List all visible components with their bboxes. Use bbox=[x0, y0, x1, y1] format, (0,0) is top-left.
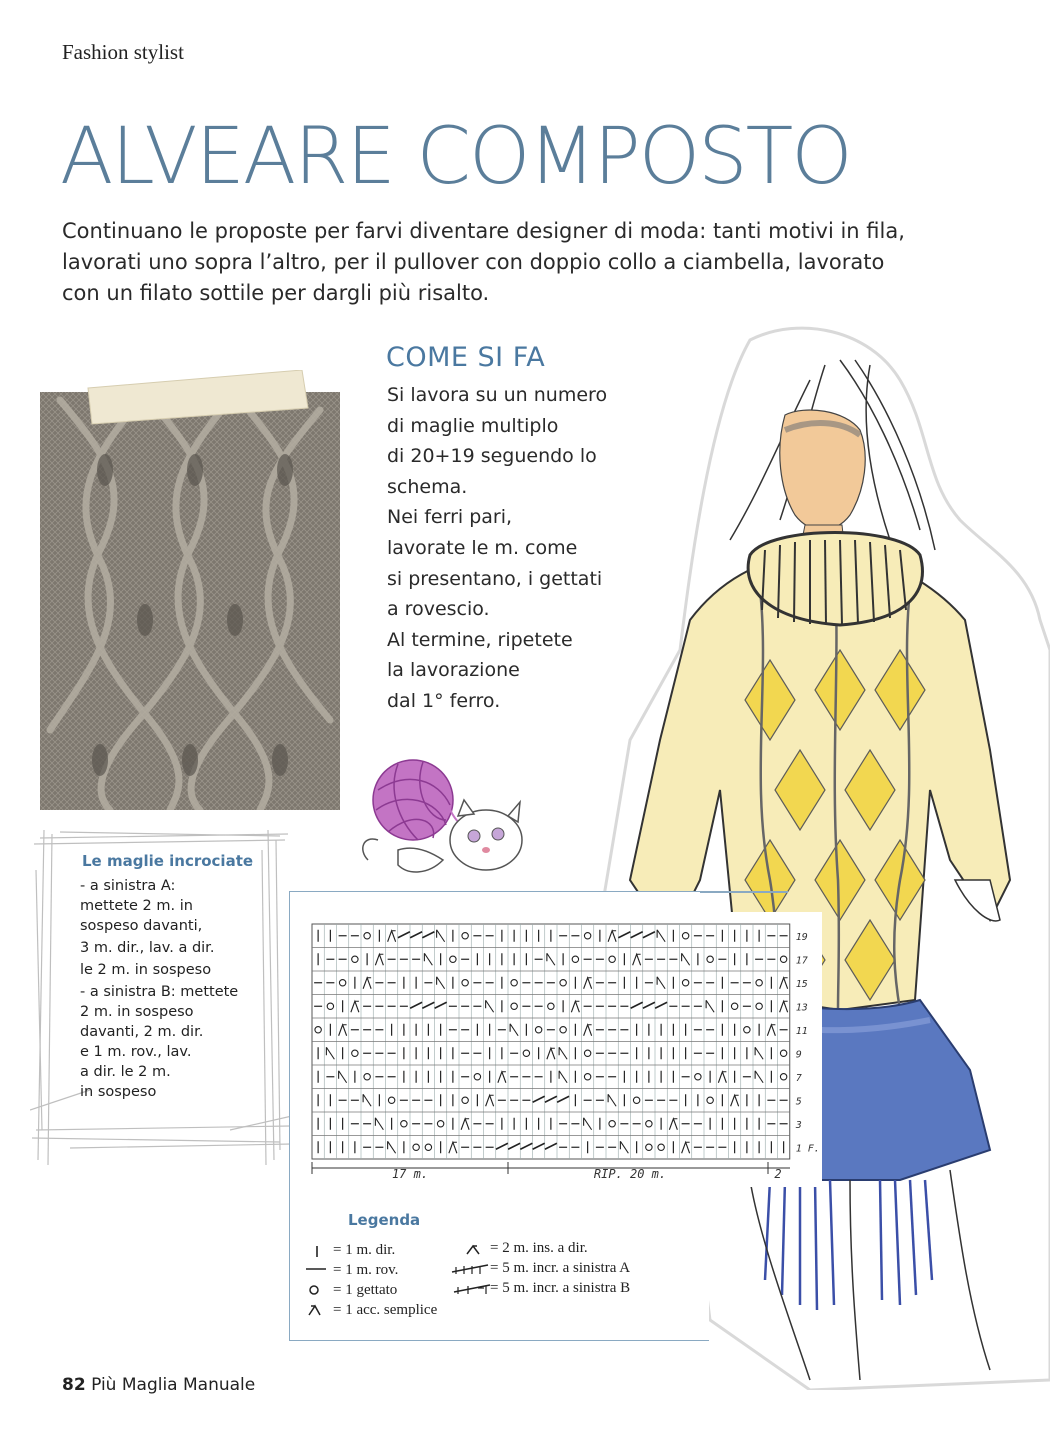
chart-row-label: 3 bbox=[795, 1119, 802, 1131]
how-to-line: dal 1° ferro. bbox=[387, 689, 501, 712]
crossed-line: davanti, 2 m. dir. bbox=[80, 1024, 204, 1040]
how-to-line: Al termine, ripetete bbox=[387, 628, 573, 651]
ssk-symbol-icon bbox=[306, 1303, 322, 1317]
legend-item-ssk: = 1 acc. semplice bbox=[333, 1302, 438, 1318]
chart-row-label: 9 bbox=[795, 1049, 802, 1061]
crossed-line: - a sinistra A: bbox=[80, 878, 176, 894]
chart-row-label: 19 bbox=[795, 931, 808, 943]
chart-row-label: 7 bbox=[795, 1072, 802, 1084]
k2tog-symbol-icon bbox=[464, 1242, 482, 1256]
how-to-line: la lavorazione bbox=[387, 659, 520, 682]
how-to-line: lavorate le m. come bbox=[387, 536, 578, 559]
chart-label-left: 17 m. bbox=[391, 1167, 429, 1181]
legend-title: Legenda bbox=[348, 1211, 421, 1229]
intro-paragraph bbox=[62, 216, 982, 309]
crossed-stitches-title: Le maglie incrociate bbox=[82, 852, 254, 870]
how-to-line: a rovescio. bbox=[387, 598, 490, 621]
kitten-yarn-illustration bbox=[358, 750, 538, 890]
crossed-line: 2 m. in sospeso bbox=[80, 1004, 194, 1020]
crossed-line: - a sinistra B: mettete bbox=[80, 984, 239, 1000]
legend-item-purl: = 1 m. rov. bbox=[333, 1262, 399, 1278]
legend-item-knit: = 1 m. dir. bbox=[333, 1242, 396, 1258]
section-label: Fashion stylist bbox=[62, 40, 184, 64]
intro-line: Continuano le proposte per farvi diventare designer di moda: tanti motivi in fila, bbox=[62, 219, 905, 243]
legend-item-cross-b: = 5 m. incr. a sinistra B bbox=[490, 1280, 631, 1296]
page-footer bbox=[62, 1375, 255, 1395]
intro-line: con un filato sottile per dargli più risalto. bbox=[62, 281, 490, 305]
legend-item-cross-a: = 5 m. incr. a sinistra A bbox=[490, 1260, 631, 1276]
chart-label-right: 2 bbox=[774, 1167, 782, 1181]
crossed-line: 3 m. dir., lav. a dir. bbox=[80, 940, 215, 956]
chart-row-label: 1 F. bbox=[795, 1143, 820, 1155]
page-title: ALVEARE COMPOSTO bbox=[60, 112, 851, 202]
intro-line: lavorati uno sopra l’altro, per il pullover con doppio collo a ciambella, lavorato bbox=[62, 250, 885, 274]
chart-row-label: 15 bbox=[795, 978, 808, 990]
crossed-line: a dir. le 2 m. bbox=[80, 1064, 171, 1080]
page-number: 82 bbox=[62, 1375, 86, 1395]
crossed-line: le 2 m. in sospeso bbox=[80, 962, 212, 978]
crossed-line: e 1 m. rov., lav. bbox=[80, 1044, 192, 1060]
yarn-over-symbol-icon bbox=[306, 1283, 322, 1297]
chart-row-label: 11 bbox=[795, 1025, 808, 1037]
chart-label-repeat: RIP. 20 m. bbox=[593, 1167, 667, 1181]
cross-a-symbol-icon bbox=[450, 1262, 490, 1276]
chart-row-label: 17 bbox=[795, 955, 808, 967]
chart-row-label: 13 bbox=[795, 1002, 808, 1014]
crossed-stitches-text bbox=[80, 876, 280, 1102]
chart-panel-edge bbox=[700, 891, 788, 893]
knitting-chart bbox=[300, 912, 822, 1187]
how-to-line: di 20+19 seguendo lo bbox=[387, 445, 597, 468]
publication-name: Più Maglia Manuale bbox=[91, 1375, 256, 1395]
how-to-line: Si lavora su un numero bbox=[387, 384, 608, 406]
crossed-line: sospeso davanti, bbox=[80, 918, 203, 934]
how-to-title: COME SI FA bbox=[386, 342, 546, 373]
how-to-line: si presentano, i gettati bbox=[387, 567, 603, 590]
cross-b-symbol-icon bbox=[452, 1282, 492, 1296]
crossed-line: in sospeso bbox=[80, 1084, 157, 1100]
chart-row-label: 5 bbox=[795, 1096, 802, 1108]
knit-swatch-photo bbox=[40, 370, 340, 810]
how-to-line: Nei ferri pari, bbox=[387, 506, 513, 529]
legend-item-yarn-over: = 1 gettato bbox=[333, 1282, 398, 1298]
purl-symbol-icon bbox=[304, 1262, 328, 1276]
legend-item-k2tog: = 2 m. ins. a dir. bbox=[490, 1240, 588, 1256]
crossed-line: mettete 2 m. in bbox=[80, 898, 193, 914]
knit-symbol-icon bbox=[310, 1244, 324, 1258]
how-to-line: di maglie multiplo bbox=[387, 414, 559, 437]
how-to-line: schema. bbox=[387, 475, 468, 498]
